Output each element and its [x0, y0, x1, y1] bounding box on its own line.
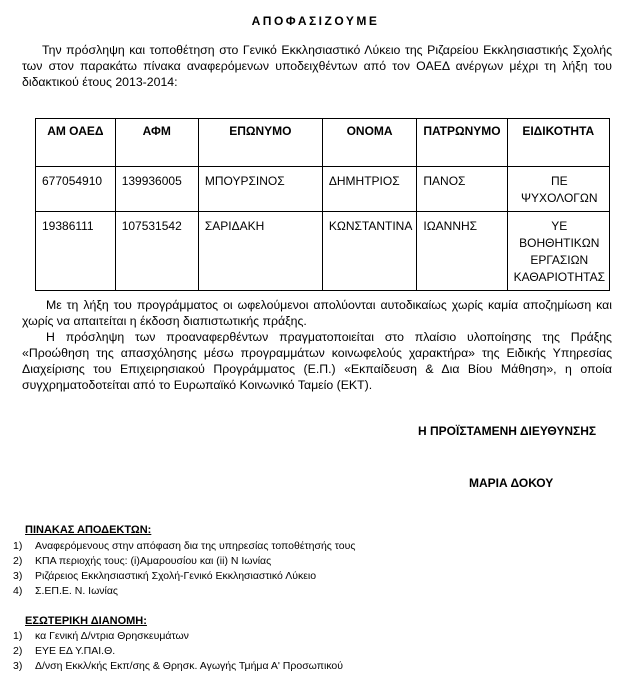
list-text: κα Γενική Δ/ντρια Θρησκευμάτων [35, 630, 189, 642]
list-number: 3) [13, 570, 23, 582]
header-am-oaed: ΑΜ ΟΑΕΔ [36, 119, 116, 167]
list-text: Αναφερόμενους στην απόφαση δια της υπηρεσίας τοποθέτησής τους [35, 540, 356, 552]
table-row [36, 212, 610, 291]
cell-name: ΔΗΜΗΤΡΙΟΣ [322, 167, 417, 212]
list-text: Δ/νση Εκκλ/κής Εκπ/σης & Θρησκ. Αγωγής Τμήμα Α' Προσωπικού [35, 660, 344, 672]
cell-surname: ΜΠΟΥΡΣΙΝΟΣ [198, 167, 322, 212]
internal-distribution-heading: ΕΣΩΤΕΡΙΚΗ ΔΙΑΝΟΜΗ: [25, 615, 147, 627]
cell-afm: 107531542 [115, 212, 198, 291]
header-fathers-name: ΠΑΤΡΩΝΥΜΟ [417, 119, 507, 167]
list-text: ΚΠΑ περιοχής τους: (i)Αμαρουσίου και (ii) Ν Ιωνίας [35, 555, 272, 567]
cell-am-oaed: 19386111 [36, 212, 116, 291]
decision-heading: ΑΠΟΦΑΣΙΖΟΥΜΕ [251, 14, 380, 28]
list-number: 1) [13, 540, 23, 552]
intro-paragraph [22, 42, 612, 90]
appointees-table [35, 118, 610, 291]
cell-am-oaed: 677054910 [36, 167, 116, 212]
list-number: 2) [13, 555, 23, 567]
cell-fathers-name: ΙΩΑΝΝΗΣ [417, 212, 507, 291]
program-paragraph: Η πρόσληψη των προαναφερθέντων πραγματοποιείται στο πλαίσιο υλοποίησης της Πράξης «Προώθηση της απασχόλησης μέσω προγραμμάτων κοινωφελούς χαρακτήρα» της Ειδικής Υπηρεσίας Διαχείρισης του Επιχειρησιακού Προγράμματος (Ε.Π.) «Εκπαίδευση & Δια Βίου Μάθηση», η οποία συγχρηματοδοτείται από το Ευρωπαϊκό Κοινωνικό Ταμείο (ΕΚΤ). [22, 330, 612, 392]
list-number: 3) [13, 660, 23, 672]
cell-fathers-name: ΠΑΝΟΣ [417, 167, 507, 212]
recipients-heading: ΠΙΝΑΚΑΣ ΑΠΟΔΕΚΤΩΝ: [25, 524, 152, 536]
header-surname: ΕΠΩΝΥΜΟ [198, 119, 322, 167]
intro-text: Την πρόσληψη και τοποθέτηση στο Γενικό Εκκλησιαστικό Λύκειο της Ριζαρείου Εκκλησιαστικής Σχολής των στον παρακάτω πίνακα αναφερόμενων υποδειχθέντων από τον ΟΑΕΔ ανέργων μέχρι τη λήξη του διδακτικού έτους 2013-2014: [22, 43, 612, 89]
header-afm: ΑΦΜ [115, 119, 198, 167]
list-number: 2) [13, 645, 23, 657]
list-number: 1) [13, 630, 23, 642]
signer-name: ΜΑΡΙΑ ΔΟΚΟΥ [469, 476, 554, 490]
cell-specialty: ΠΕ ΨΥΧΟΛΟΓΩΝ [507, 167, 609, 212]
list-text: Ριζάρειος Εκκλησιαστική Σχολή-Γενικό Εκκλησιαστικό Λύκειο [35, 570, 317, 582]
cell-specialty: ΥΕ ΒΟΗΘΗΤΙΚΩΝ ΕΡΓΑΣΙΩΝ ΚΑΘΑΡΙΟΤΗΤΑΣ [507, 212, 609, 291]
signer-title: Η ΠΡΟΪΣΤΑΜΕΝΗ ΔΙΕΥΘΥΝΣΗΣ [418, 424, 597, 438]
termination-paragraph: Με τη λήξη του προγράμματος οι ωφελούμενοι απολύονται αυτοδικαίως χωρίς καμία αποζημίωση και χωρίς να απαιτείται η έκδοση διαπιστωτικής πράξης. [22, 298, 612, 328]
list-number: 4) [13, 585, 23, 597]
table-row [36, 167, 610, 212]
table-header-row [36, 119, 610, 167]
header-name: ΟΝΟΜΑ [322, 119, 417, 167]
cell-surname: ΣΑΡΙΔΑΚΗ [198, 212, 322, 291]
header-specialty: ΕΙΔΙΚΟΤΗΤΑ [507, 119, 609, 167]
body-paragraphs [22, 297, 612, 393]
cell-name: ΚΩΝΣΤΑΝΤΙΝΑ [322, 212, 417, 291]
list-text: Σ.ΕΠ.Ε. Ν. Ιωνίας [35, 585, 118, 597]
list-text: ΕΥΕ ΕΔ Υ.ΠΑΙ.Θ. [35, 645, 116, 657]
cell-afm: 139936005 [115, 167, 198, 212]
